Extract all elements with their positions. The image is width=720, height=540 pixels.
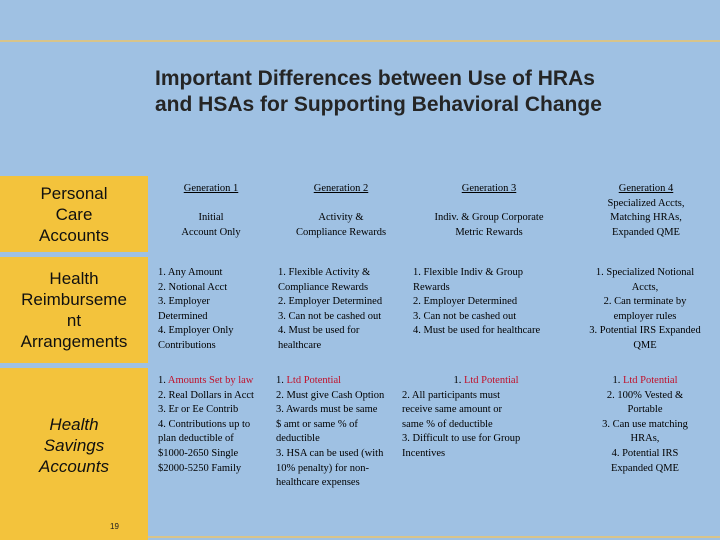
hsa-gen4-cell: 1. Ltd Potential 2. 100% Vested & Portable 3. Can use matching HRAs, 4. Potential IRS Expanded QME: [602, 375, 688, 474]
hsa-gen3-cell: 1. Ltd Potential 2. All participants must receive same amount or same % of deductible 3. Difficult to use for Group Incentives: [402, 375, 521, 459]
gen1-header: Generation 1 Initial Account Only: [181, 183, 241, 238]
hsa-gen1-cell: 1. Amounts Set by law 2. Real Dollars in Acct 3. Er or Ee Contrib 4. Contributions up to plan deductible of $1000-2650 Single $2000-5250 Family: [158, 375, 254, 474]
hsa-gen2-cell: 1. Ltd Potential 2. Must give Cash Option 3. Awards must be same $ amt or same % of deductible 3. HSA can be used (with 10% penalty) for non- healthcare expenses: [276, 375, 385, 489]
hra-gen4-cell: 1. Specialized Notional Accts, 2. Can terminate by employer rules 3. Potential IRS Expanded QME: [589, 267, 701, 351]
hra-gen1-cell: 1. Any Amount 2. Notional Acct 3. Employer Determined 4. Employer Only Contributions: [158, 267, 234, 351]
gen4-header: Generation 4 Specialized Accts, Matching HRAs, Expanded QME: [607, 183, 685, 238]
hra-gen3-cell: 1. Flexible Indiv & Group Rewards 2. Employer Determined 3. Can not be cashed out 4. Must be used for healthcare: [413, 267, 541, 337]
gen2-header: Generation 2 Activity & Compliance Rewards: [295, 183, 387, 238]
page-number: 19: [110, 522, 119, 531]
label-personal-care-accounts: Personal Care Accounts: [0, 176, 148, 252]
title-line-2: and HSAs for Supporting Behavioral Change: [155, 93, 602, 116]
hra-gen2-cell: 1. Flexible Activity & Compliance Rewards 2. Employer Determined 3. Can not be cashed out 4. Must be used for healthcare: [278, 267, 383, 351]
top-rule: [0, 40, 720, 42]
label-health-reimbursement-arrangements: Health Reimburseme nt Arrangements: [0, 257, 148, 363]
label-health-savings-accounts: Health Savings Accounts: [0, 368, 148, 540]
gen3-header: Generation 3 Indiv. & Group Corporate Metric Rewards: [434, 183, 544, 238]
slide-title: [155, 66, 715, 118]
title-line-1: Important Differences between Use of HRAs: [155, 67, 595, 90]
